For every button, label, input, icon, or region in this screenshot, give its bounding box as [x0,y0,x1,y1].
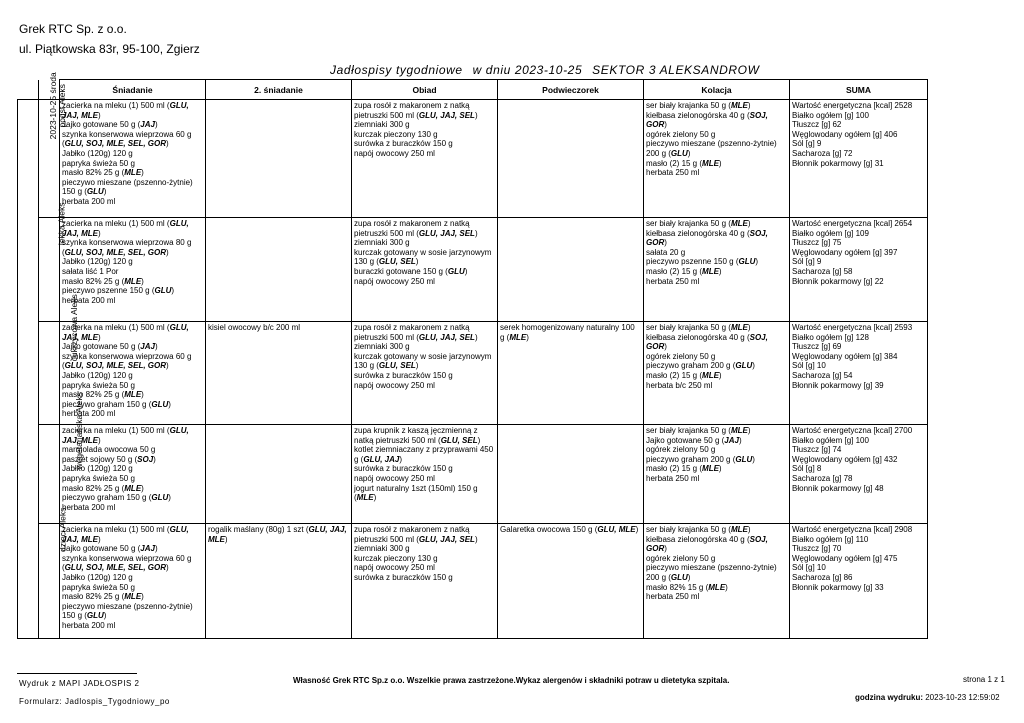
meal-item: surówka z buraczków 150 g [354,370,453,380]
meal-item: Sacharoza [g] 86 [792,572,853,582]
meal-item: ogórek zielony 50 g [646,553,716,563]
meal-cell-suma [790,425,928,524]
meal-item: Tłuszcz [g] 70 [792,544,842,554]
meal-item: Sól [g] 9 [792,139,822,149]
meal-cell-drugie [206,425,352,524]
print-time-label: godzina wydruku: [855,693,923,702]
meal-item: kurczak gotowany w sosie jarzynowym 130 g (GLU, SEL) [354,351,492,371]
meal-item: herbata 200 ml [62,409,116,419]
meal-item: Węglowodany ogółem [g] 384 [792,351,898,361]
diet-label: lekka Aleks [56,202,67,246]
meal-item: Błonnik pokarmowy [g] 31 [792,158,884,168]
meal-item: Białko ogółem [g] 100 [792,110,869,120]
diet-cell [39,202,67,322]
meal-cell-obiad [352,322,498,425]
meal-item: ser biały krajanka 50 g (MLE) [646,525,751,534]
meal-cell-podwieczorek [498,100,644,218]
meal-item: Galaretka owocowa 150 g (GLU, MLE) [500,525,639,534]
meal-item: masło 82% 25 g (MLE) [62,483,144,493]
meal-item: Białko ogółem [g] 109 [792,228,869,238]
meal-item: szynka konserwowa wieprzowa 60 g (GLU, SOJ, MLE, SEL, GOR) [62,351,192,371]
meal-item: herbata 200 ml [62,295,116,305]
diet-label: cukrzycowa Aleks [68,294,79,362]
meal-item: serek homogenizowany naturalny 100 g (MLE) [500,323,635,342]
meal-item: zupa rosół z makaronem z natką pietruszki 500 ml (GLU, JAJ, SEL) [354,101,478,120]
meal-item: Węglowodany ogółem [g] 475 [792,553,898,563]
meal-item: ogórek zielony 50 g [646,129,716,139]
meal-item: kurczak gotowany w sosie jarzynowym 130 g (GLU, SEL) [354,247,492,267]
meal-item: masło 82% 25 g (MLE) [62,390,144,400]
meal-item: pieczywo pszenne 150 g (GLU) [62,286,175,296]
day-label: 2023-10-25 środa [47,72,58,140]
meal-item: ser biały krajanka 50 g (MLE) [646,323,751,332]
meal-item: Błonnik pokarmowy [g] 33 [792,582,884,592]
meal-cell-podwieczorek [498,218,644,322]
title-prefix: Jadłospisy tygodniowe [330,63,463,77]
meal-item: napój owocowy 250 ml [354,380,435,390]
meal-item: Węglowodany ogółem [g] 406 [792,129,898,139]
meal-cell-drugie [206,218,352,322]
diet-label: dzieci Aleks [57,507,68,553]
meal-item: napój owocowy 250 ml [354,563,435,573]
meal-item: herbata 200 ml [62,502,116,512]
meal-item: kiełbasa zielonogórska 40 g (SOJ, GOR) [646,332,768,352]
meal-item: masło 82% 25 g (MLE) [62,276,144,286]
meal-cell-sniadanie [60,100,206,218]
meal-item: rogalik maślany (80g) 1 szt (GLU, JAJ, MLE) [208,525,347,544]
print-time [855,693,1000,702]
meal-item: pieczywo graham 150 g (GLU) [62,493,171,503]
meal-cell-suma [790,322,928,425]
meal-item: Tłuszcz [g] 62 [792,120,842,130]
meal-cell-obiad [352,425,498,524]
meal-item: sałata liść 1 Por [62,266,119,276]
meal-cell-drugie [206,100,352,218]
meal-item: Sacharoza [g] 72 [792,148,853,158]
meal-item: Tłuszcz [g] 75 [792,238,842,248]
meal-item: ogórek zielony 50 g [646,351,716,361]
meal-item: Białko ogółem [g] 100 [792,435,869,445]
footer-ownership: Własność Grek RTC Sp.z o.o. Wszelkie prawa zastrzeżone.Wykaz alergenów i składniki potraw u dietetyka szpitala. [293,676,730,685]
meal-item: pasztet sojowy 50 g (SOJ) [62,454,156,464]
header-row [18,80,928,100]
meal-item: masło (2) 15 g (MLE) [646,158,722,168]
meal-cell-suma [790,524,928,639]
meal-item: Jabłko (120g) 120 g [62,370,133,380]
menu-table [17,72,928,639]
meal-item: kiełbasa zielonogórska 40 g (SOJ, GOR) [646,534,768,554]
meal-item: ziemniaki 300 g [354,120,410,130]
meal-item: Sacharoza [g] 58 [792,266,853,276]
header-obiad: Obiad [352,80,498,100]
meal-item: kurczak pieczony 130 g [354,553,438,563]
meal-item: masło (2) 15 g (MLE) [646,370,722,380]
meal-item: Jajko gotowane 50 g (JAJ) [62,544,158,554]
meal-item: napój owocowy 250 ml [354,473,435,483]
meal-cell-kolacja [644,100,790,218]
meal-item: masło 82% 15 g (MLE) [646,582,728,592]
meal-item: Jabłko (120g) 120 g [62,464,133,474]
meal-item: pieczywo graham 150 g (GLU) [62,399,171,409]
meal-item: Węglowodany ogółem [g] 397 [792,247,898,257]
meal-item: kotlet ziemniaczany z przyprawami 450 g (GLU, JAJ) [354,445,494,464]
meal-item: sałata 20 g [646,247,686,257]
header-suma: SUMA [790,80,928,100]
meal-item: jogurt naturalny 1szt (150ml) 150 g (MLE) [354,483,478,503]
meal-item: Wartość energetyczna [kcal] 2700 [792,426,913,435]
meal-cell-kolacja [644,425,790,524]
meal-item: buraczki gotowane 150 g (GLU) [354,266,468,276]
meal-cell-sniadanie [60,524,206,639]
meal-item: Wartość energetyczna [kcal] 2593 [792,323,913,332]
meal-item: ziemniaki 300 g [354,544,410,554]
meal-cell-suma [790,218,928,322]
page-number: strona 1 z 1 [963,675,1005,684]
title-sector: SEKTOR 3 ALEKSANDROW [592,63,760,77]
meal-item: papryka świeża 50 g [62,473,135,483]
company-address: ul. Piątkowska 83r, 95-100, Zgierz [19,42,200,56]
meal-item: zupa rosół z makaronem z natką pietruszki 500 ml (GLU, JAJ, SEL) [354,323,478,342]
meal-cell-obiad [352,100,498,218]
menu-row [18,524,928,639]
meal-item: marmolada owocowa 50 g [62,445,156,455]
meal-item: herbata 250 ml [646,276,700,286]
footer-report: Wydruk z MAPI JADŁOSPIS 2 [19,679,140,688]
meal-item: kisiel owocowy b/c 200 ml [208,323,301,332]
meal-item: herbata 250 ml [646,168,700,178]
meal-item: Tłuszcz [g] 69 [792,342,842,352]
meal-cell-drugie [206,322,352,425]
meal-item: pieczywo mieszane (pszenno-żytnie) 200 g (GLU) [646,139,777,158]
header-podwieczorek: Podwieczorek [498,80,644,100]
meal-item: pieczywo mieszane (pszenno-żytnie) 150 g (GLU) [62,177,193,197]
meal-item: surówka z buraczków 150 g [354,139,453,149]
header-blank [18,80,39,100]
meal-item: Jabłko (120g) 120 g [62,148,133,158]
meal-item: papryka świeża 50 g [62,582,135,592]
meal-item: masło (2) 15 g (MLE) [646,464,722,474]
meal-item: ziemniaki 300 g [354,238,410,248]
day-cell [18,72,58,639]
meal-item: herbata 250 ml [646,473,700,483]
meal-cell-sniadanie [60,218,206,322]
diet-label: podst Aleks [56,84,67,128]
meal-item: pieczywo mieszane (pszenno-żytnie) 150 g (GLU) [62,601,193,621]
meal-cell-obiad [352,524,498,639]
print-time-value: 2023-10-23 12:59:02 [925,693,1000,702]
meal-item: zacierka na mleku (1) 500 ml (GLU, JAJ, MLE) [62,323,189,342]
meal-item: kiełbasa zielonogórska 40 g (SOJ, GOR) [646,228,768,248]
meal-item: surówka z buraczków 150 g [354,464,453,474]
meal-item: Błonnik pokarmowy [g] 22 [792,276,884,286]
meal-item: Błonnik pokarmowy [g] 39 [792,380,884,390]
diet-label: wegetariańska Aleks [73,392,84,470]
meal-item: herbata 200 ml [62,620,116,630]
meal-item: Jajko gotowane 50 g (JAJ) [62,120,158,130]
meal-item: herbata 250 ml [646,592,700,602]
diet-cell [39,294,79,425]
meal-item: zupa rosół z makaronem z natką pietruszki 500 ml (GLU, JAJ, SEL) [354,525,478,544]
header-drugie-sniadanie: 2. śniadanie [206,80,352,100]
meal-item: Białko ogółem [g] 128 [792,332,869,342]
header-sniadanie: Śniadanie [60,80,206,100]
meal-item: Sól [g] 10 [792,563,826,573]
meal-item: masło (2) 15 g (MLE) [646,266,722,276]
meal-item: Błonnik pokarmowy [g] 48 [792,483,884,493]
meal-item: zacierka na mleku (1) 500 ml (GLU, JAJ, MLE) [62,219,189,238]
menu-row [18,425,928,524]
meal-item: szynka konserwowa wieprzowa 60 g (GLU, SOJ, MLE, SEL, GOR) [62,553,192,573]
menu-row [18,100,928,218]
meal-item: szynka konserwowa wieprzowa 60 g (GLU, SOJ, MLE, SEL, GOR) [62,129,192,149]
meal-item: pieczywo pszenne 150 g (GLU) [646,257,759,267]
meal-item: Jajko gotowane 50 g (JAJ) [62,342,158,352]
meal-item: Sól [g] 8 [792,464,822,474]
meal-item: kurczak pieczony 130 g [354,129,438,139]
meal-item: masło 82% 25 g (MLE) [62,592,144,602]
meal-item: Jabłko (120g) 120 g [62,257,133,267]
meal-item: ogórek zielony 50 g [646,445,716,455]
meal-item: pieczywo graham 200 g (GLU) [646,361,755,371]
meal-item: napój owocowy 250 ml [354,148,435,158]
title-date: w dniu 2023-10-25 [472,63,583,77]
meal-item: Sacharoza [g] 78 [792,473,853,483]
meal-item: pieczywo mieszane (pszenno-żytnie) 200 g (GLU) [646,563,777,582]
meal-cell-obiad [352,218,498,322]
meal-item: masło 82% 25 g (MLE) [62,168,144,178]
document-title [330,63,1024,77]
meal-item: papryka świeża 50 g [62,380,135,390]
meal-item: kiełbasa zielonogórska 40 g (SOJ, GOR) [646,110,768,130]
menu-row [18,322,928,425]
meal-item: Białko ogółem [g] 110 [792,534,869,544]
meal-item: napój owocowy 250 ml [354,276,435,286]
company-header [19,19,200,59]
meal-cell-suma [790,100,928,218]
meal-cell-podwieczorek [498,425,644,524]
diet-cell [39,392,84,524]
meal-cell-drugie [206,524,352,639]
meal-item: Wartość energetyczna [kcal] 2528 [792,101,913,110]
meal-item: Sacharoza [g] 54 [792,370,853,380]
meal-cell-kolacja [644,218,790,322]
meal-item: Wartość energetyczna [kcal] 2908 [792,525,913,534]
meal-cell-kolacja [644,524,790,639]
meal-cell-kolacja [644,322,790,425]
meal-item: szynka konserwowa wieprzowa 80 g (GLU, SOJ, MLE, SEL, GOR) [62,238,192,257]
footer-form: Formularz: Jadlospis_Tygodniowy_po [19,697,170,706]
meal-item: zupa rosół z makaronem z natką pietruszki 500 ml (GLU, JAJ, SEL) [354,219,478,238]
menu-row [18,218,928,322]
meal-item: herbata b/c 250 ml [646,380,713,390]
meal-item: zacierka na mleku (1) 500 ml (GLU, JAJ, MLE) [62,101,189,120]
meal-item: surówka z buraczków 150 g [354,572,453,582]
meal-item: zupa krupnik z kaszą jęczmienną z natką pietruszki 500 ml (GLU, SEL) [354,426,481,445]
meal-item: Tłuszcz [g] 74 [792,445,842,455]
footer-divider [17,673,137,674]
meal-item: Sól [g] 9 [792,257,822,267]
meal-item: ser biały krajanka 50 g (MLE) [646,101,751,110]
meal-item: Wartość energetyczna [kcal] 2654 [792,219,913,228]
meal-item: Sól [g] 10 [792,361,826,371]
meal-item: Węglowodany ogółem [g] 432 [792,454,898,464]
meal-item: pieczywo graham 200 g (GLU) [646,454,755,464]
company-name: Grek RTC Sp. z o.o. [19,22,127,36]
meal-item: ser biały krajanka 50 g (MLE) [646,219,751,228]
meal-item: Jajko gotowane 50 g (JAJ) [646,435,742,445]
footer-info [19,675,170,711]
meal-item: ser biały krajanka 50 g (MLE) [646,426,751,435]
meal-cell-podwieczorek [498,322,644,425]
meal-item: ziemniaki 300 g [354,342,410,352]
meal-item: zacierka na mleku (1) 500 ml (GLU, JAJ, MLE) [62,426,189,445]
diet-cell [39,507,68,639]
meal-item: papryka świeża 50 g [62,158,135,168]
meal-item: Jabłko (120g) 120 g [62,572,133,582]
meal-item: zacierka na mleku (1) 500 ml (GLU, JAJ, MLE) [62,525,189,544]
meal-item: herbata 200 ml [62,196,116,206]
meal-cell-podwieczorek [498,524,644,639]
diet-cell [39,84,67,218]
header-kolacja: Kolacja [644,80,790,100]
